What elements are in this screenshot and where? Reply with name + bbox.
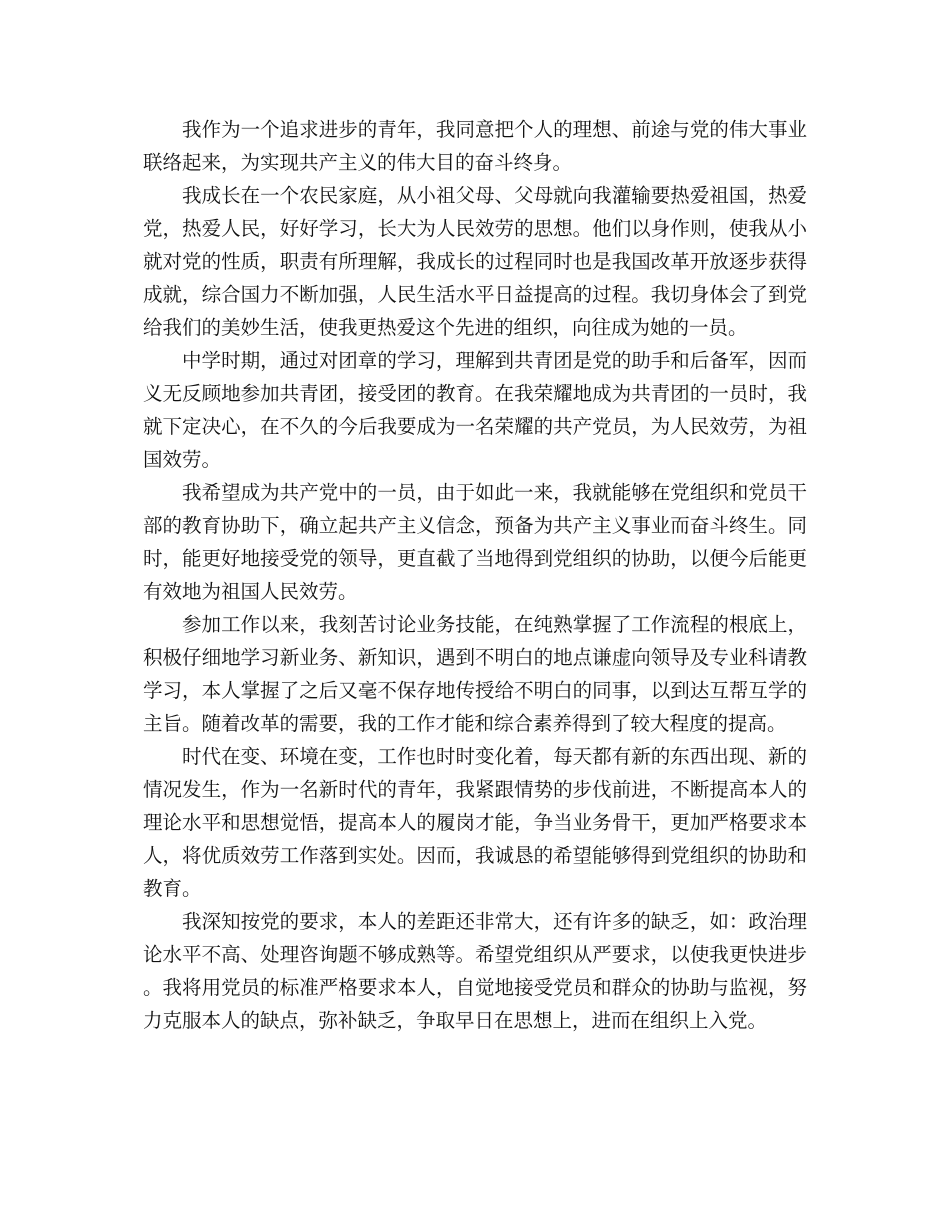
- document-body: [143, 113, 807, 1037]
- paragraph-1: 我作为一个追求进步的青年，我同意把个人的理想、前途与党的伟大事业联络起来，为实现共产主义的伟大目的奋斗终身。: [143, 118, 807, 174]
- paragraph-7: 我深知按党的要求，本人的差距还非常大，还有许多的缺乏，如：政治理论水平不高、处理咨询题不够成熟等。希望党组织从严要求，以使我更快进步。我将用党员的标准严格要求本人，自觉地接受党员和群众的协助与监视，努力克服本人的缺点，弥补缺乏，争取早日在思想上，进而在组织上入党。: [143, 910, 807, 1032]
- paragraph-5: 参加工作以来，我刻苦讨论业务技能，在纯熟掌握了工作流程的根底上，积极仔细地学习新业务、新知识，遇到不明白的地点谦虚向领导及专业科请教学习，本人掌握了之后又毫不保存地传授给不明白的同事，以到达互帮互学的主旨。随着改革的需要，我的工作才能和综合素养得到了较大程度的提高。: [143, 613, 807, 735]
- paragraph-6: 时代在变、环境在变，工作也时时变化着，每天都有新的东西出现、新的情况发生，作为一名新时代的青年，我紧跟情势的步伐前进，不断提高本人的理论水平和思想觉悟，提高本人的履岗才能，争当业务骨干，更加严格要求本人，将优质效劳工作落到实处。因而，我诚恳的希望能够得到党组织的协助和教育。: [143, 745, 807, 900]
- paragraph-3: 中学时期，通过对团章的学习，理解到共青团是党的助手和后备军，因而义无反顾地参加共青团，接受团的教育。在我荣耀地成为共青团的一员时，我就下定决心，在不久的今后我要成为一名荣耀的共产党员，为人民效劳，为祖国效劳。: [143, 349, 807, 471]
- paragraph-2: 我成长在一个农民家庭，从小祖父母、父母就向我灌输要热爱祖国，热爱党，热爱人民，好好学习，长大为人民效劳的思想。他们以身作则，使我从小就对党的性质，职责有所理解，我成长的过程同时也是我国改革开放逐步获得成就，综合国力不断加强，人民生活水平日益提高的过程。我切身体会了到党给我们的美妙生活，使我更热爱这个先进的组织，向往成为她的一员。: [143, 184, 807, 339]
- paragraph-4: 我希望成为共产党中的一员，由于如此一来，我就能够在党组织和党员干部的教育协助下，确立起共产主义信念，预备为共产主义事业而奋斗终生。同时，能更好地接受党的领导，更直截了当地得到党组织的协助，以便今后能更有效地为祖国人民效劳。: [143, 481, 807, 603]
